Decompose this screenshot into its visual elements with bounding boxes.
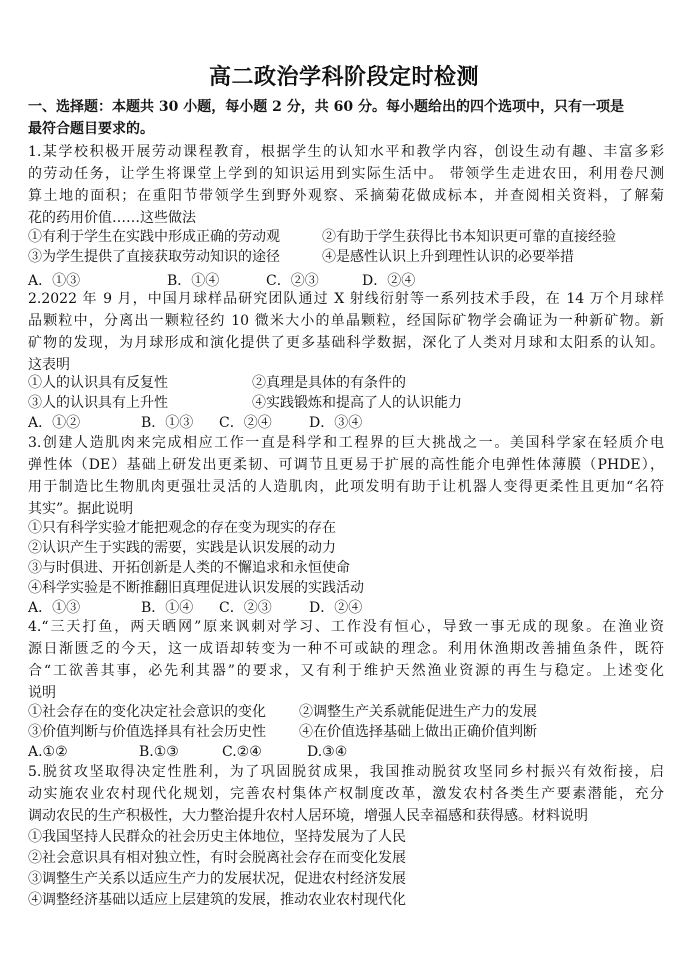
q2-choice-b: B．①③ — [141, 415, 194, 431]
q1-choice-a: A．①③ — [28, 273, 81, 289]
q3-statement: ④科学实验是不断推翻旧真理促进认识发展的实践活动 — [28, 580, 364, 596]
q1-statement: ④是感性认识上升到理性认识的必要举措 — [322, 249, 574, 265]
q3-stem-line: 3.创建人造肌肉来完成相应工作一直是科学和工程界的巨大挑战之一。美国科学家在轻质介电 — [28, 435, 664, 451]
q2-statement: ④实践锻炼和提高了人的认识能力 — [252, 395, 462, 411]
q2-stem-line: 品颗粒中，分离出一颗粒径约 10 微米大小的单晶颗粒，经国际矿物学会确证为一种新矿物。新 — [28, 313, 664, 329]
section-heading: 一、选择题：本题共 30 小题，每小题 2 分，共 60 分。每小题给出的四个选项中，只有一项是 — [28, 99, 624, 115]
q3-stem-line: 其实”。据此说明 — [28, 501, 134, 517]
q1-choice-b: B．①④ — [167, 273, 220, 289]
q2-statement: ③人的认识具有上升性 — [28, 395, 168, 411]
q1-stem-line: 1.某学校积极开展劳动课程教育，根据学生的认知水平和教学内容，创设生动有趣、丰富多彩 — [28, 144, 664, 160]
q5-stem-line: 调动农民的生产积极性，大力整治提升农村人居环境，增强人民幸福感和获得感。材料说明 — [28, 808, 588, 824]
q4-stem-line: 合“工欲善其事，必先利其器”的要求，又有利于维护天然渔业资源的再生与稳定。上述变化 — [28, 663, 664, 679]
q5-statement: ④调整经济基础以适应上层建筑的发展，推动农业农村现代化 — [28, 892, 406, 908]
q4-stem-line: 源日渐匮乏的今天，这一成语却转变为一种不可或缺的理念。利用休渔期改善捕鱼条件，既符 — [28, 641, 664, 657]
q1-choice-c: C．②③ — [266, 273, 319, 289]
q3-statement: ③与时俱进、开拓创新是人类的不懈追求和永恒使命 — [28, 560, 350, 576]
q5-stem-line: 5.脱贫攻坚取得决定性胜利，为了巩固脱贫成果，我国推动脱贫攻坚同乡村振兴有效衔接，启 — [28, 764, 664, 780]
q1-statement: ③为学生提供了直接获取劳动知识的途径 — [28, 249, 280, 265]
q2-stem-line: 矿物的发现，为月球形成和演化提供了更多基础科学数据，深化了人类对月球和太阳系的认知。 — [28, 335, 664, 351]
q3-stem-line: 弹性体（DE）基础上研发出更柔韧、可调节且更易于扩展的高性能介电弹性体薄膜（PHDE）， — [28, 457, 664, 473]
q3-choice-c: C．②③ — [219, 600, 272, 616]
q4-statement: ④在价值选择基础上做出正确价值判断 — [299, 724, 537, 740]
q3-statement: ②认识产生于实践的需要，实践是认识发展的动力 — [28, 540, 336, 556]
q2-stem-line: 2.2022 年 9 月，中国月球样品研究团队通过 X 射线衍射等一系列技术手段，在 14 万个月球样 — [28, 291, 664, 307]
q5-statement: ①我国坚持人民群众的社会历史主体地位，坚持发展为了人民 — [28, 829, 406, 845]
q2-choice-d: D．③④ — [309, 415, 363, 431]
exam-title: 高二政治学科阶段定时检测 — [208, 64, 479, 90]
q2-statement: ②真理是具体的有条件的 — [252, 375, 406, 391]
q1-stem-line: 的劳动任务，让学生将课堂上学到的知识运用到实际生活中。 带领学生走进农田，利用卷尺测 — [28, 166, 664, 182]
q4-choice-c: C.②④ — [222, 744, 262, 760]
q3-choice-d: D．②④ — [309, 600, 363, 616]
q1-statement: ①有利于学生在实践中形成正确的劳动观 — [28, 229, 280, 245]
q4-stem-line: 4.“三天打鱼，两天晒网”原来讽刺对学习、工作没有恒心，导致一事无成的现象。在渔业资 — [28, 619, 664, 635]
q4-statement: ③价值判断与价值选择具有社会历史性 — [28, 724, 266, 740]
q4-stem-line: 说明 — [28, 685, 56, 701]
q4-choice-a: A.①② — [28, 744, 68, 760]
q2-choice-a: A．①② — [28, 415, 81, 431]
q4-choice-b: B.①③ — [139, 744, 179, 760]
q5-stem-line: 动实施农业农村现代化规划，完善农村集体产权制度改革，激发农村各类生产要素潜能，充分 — [28, 786, 664, 802]
q1-statement: ②有助于学生获得比书本知识更可靠的直接经验 — [322, 229, 616, 245]
q1-stem-line: 算土地的面积；在重阳节带领学生到野外观察、采摘菊花做成标本，并查阅相关资料，了解菊 — [28, 188, 664, 204]
q1-choice-d: D．②④ — [362, 273, 416, 289]
q2-choice-c: C．②④ — [219, 415, 272, 431]
q3-statement: ①只有科学实验才能把观念的存在变为现实的存在 — [28, 520, 336, 536]
q4-choice-d: D.③④ — [307, 744, 348, 760]
q3-stem-line: 用于制造比生物肌肉更强壮灵活的人造肌肉，此项发明有助于让机器人变得更柔性且更加“名符 — [28, 479, 664, 495]
q4-statement: ②调整生产关系就能促进生产力的发展 — [299, 704, 537, 720]
q2-statement: ①人的认识具有反复性 — [28, 375, 168, 391]
q4-statement: ①社会存在的变化决定社会意识的变化 — [28, 704, 266, 720]
q3-choice-a: A．①③ — [28, 600, 81, 616]
q5-statement: ②社会意识具有相对独立性，有时会脱离社会存在而变化发展 — [28, 850, 406, 866]
q2-stem-line: 这表明 — [28, 357, 70, 373]
section-heading-cont: 最符合题目要求的。 — [28, 121, 154, 137]
q1-stem-line: 花的药用价值……这些做法 — [28, 210, 196, 226]
q5-statement: ③调整生产关系以适应生产力的发展状况，促进农村经济发展 — [28, 871, 406, 887]
q3-choice-b: B．①④ — [141, 600, 194, 616]
